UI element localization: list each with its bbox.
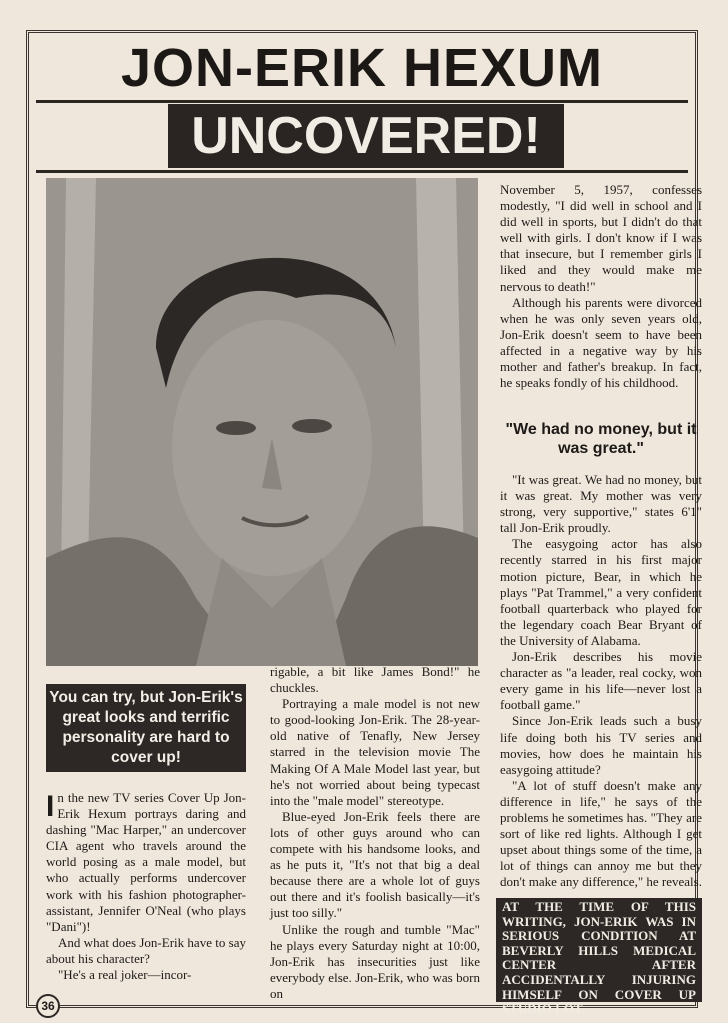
page-number: 36 bbox=[36, 994, 60, 1018]
pull-quote: "We had no money, but it was great." bbox=[505, 421, 697, 457]
col3-paragraph-5: Jon-Erik describes his movie character as "a leader, real cocky, won every game in his life—never lost a football game." bbox=[500, 649, 702, 713]
editor-notice: AT THE TIME OF THIS WRITING, JON-ERIK WAS IN SERIOUS CONDITION AT BEVERLY HILLS MEDICAL CENTER AFTER ACCIDENTALLY INJURING HIMSELF ON COVER UP STUDIO LOT. bbox=[496, 898, 702, 1002]
column-3-top bbox=[500, 182, 702, 391]
col2-paragraph-3: Blue-eyed Jon-Erik feels there are lots of other guys around who can compete with his handsome looks, and as he puts it, "It's not that big a deal because there are a whole lot of guys out there and it's foolish basically—it's just too silly." bbox=[270, 808, 480, 921]
photo-caption: You can try, but Jon-Erik's great looks and terrific personality are hard to cover up! bbox=[46, 684, 246, 772]
column-2 bbox=[270, 664, 480, 1002]
subhead-rule bbox=[36, 170, 688, 173]
col3-paragraph-3: "It was great. We had no money, but it was great. My mother was very strong, very supportive," states 6'1" tall Jon-Erik proudly. bbox=[500, 472, 702, 536]
col3-paragraph-7: "A lot of stuff doesn't make any difference in life," he says of the problems he sometimes has. "They are sort of like red lights. Although I get upset about things some of the time, a lot of things can annoy me but they don't make any difference," he reveals. bbox=[500, 777, 702, 890]
col1-paragraph-1: n the new TV series Cover Up Jon-Erik Hexum portrays daring and dashing "Mac Harper," an undercover CIA agent who travels around the world posing as a male model, but who actually performs undercover work with his fashion photographer-assistant, Jennifer O'Neal (who plays "Dani")! bbox=[46, 790, 246, 934]
col3-paragraph-4: The easygoing actor has also recently starred in his first major motion picture, Bear, in which he plays "Pat Trammel," a very confident football quarterback who played for the legendary coach Bear Bryant of the University of Alabama. bbox=[500, 536, 702, 648]
column-1 bbox=[46, 790, 246, 983]
col2-paragraph-2: Portraying a male model is not new to good-looking Jon-Erik. The 28-year-old native of Tenafly, New Jersey starred in the television movie The Making Of A Male Model last year, but he's not worried about being typecast into the "male model" stereotype. bbox=[270, 696, 480, 808]
col1-paragraph-3: "He's a real joker—incor- bbox=[58, 967, 192, 983]
subhead: UNCOVERED! bbox=[168, 104, 564, 168]
col2-paragraph-1: rigable, a bit like James Bond!" he chuckles. bbox=[270, 664, 480, 696]
headline-rule bbox=[36, 100, 688, 103]
col3-paragraph-6: Since Jon-Erik leads such a busy life doing both his TV series and movies, how does he maintain his easygoing attitude? bbox=[500, 713, 702, 777]
drop-cap: I bbox=[46, 790, 55, 823]
headline: JON-ERIK HEXUM bbox=[120, 38, 604, 98]
col3-paragraph-1: November 5, 1957, confesses modestly, "I did well in school and I did well in sports, but I didn't do that well with girls. I don't know if I was that insecure, but I remember girls I liked and they would make me nervous to death!" bbox=[500, 182, 702, 294]
portrait-illustration bbox=[46, 178, 478, 666]
col3-paragraph-2: Although his parents were divorced when he was only seven years old, Jon-Erik doesn't seem to have been affected in a negative way by his mother and father's breakup. In fact, he speaks fondly of his childhood. bbox=[500, 294, 702, 391]
column-3-bottom bbox=[500, 472, 702, 890]
col2-paragraph-4: Unlike the rough and tumble "Mac" he plays every Saturday night at 10:00, Jon-Erik has insecurities just like everybody else. Jon-Erik, who was born on bbox=[270, 921, 480, 1001]
portrait-photo bbox=[46, 178, 478, 666]
col1-paragraph-2: And what does Jon-Erik have to say about his character? bbox=[46, 934, 246, 966]
